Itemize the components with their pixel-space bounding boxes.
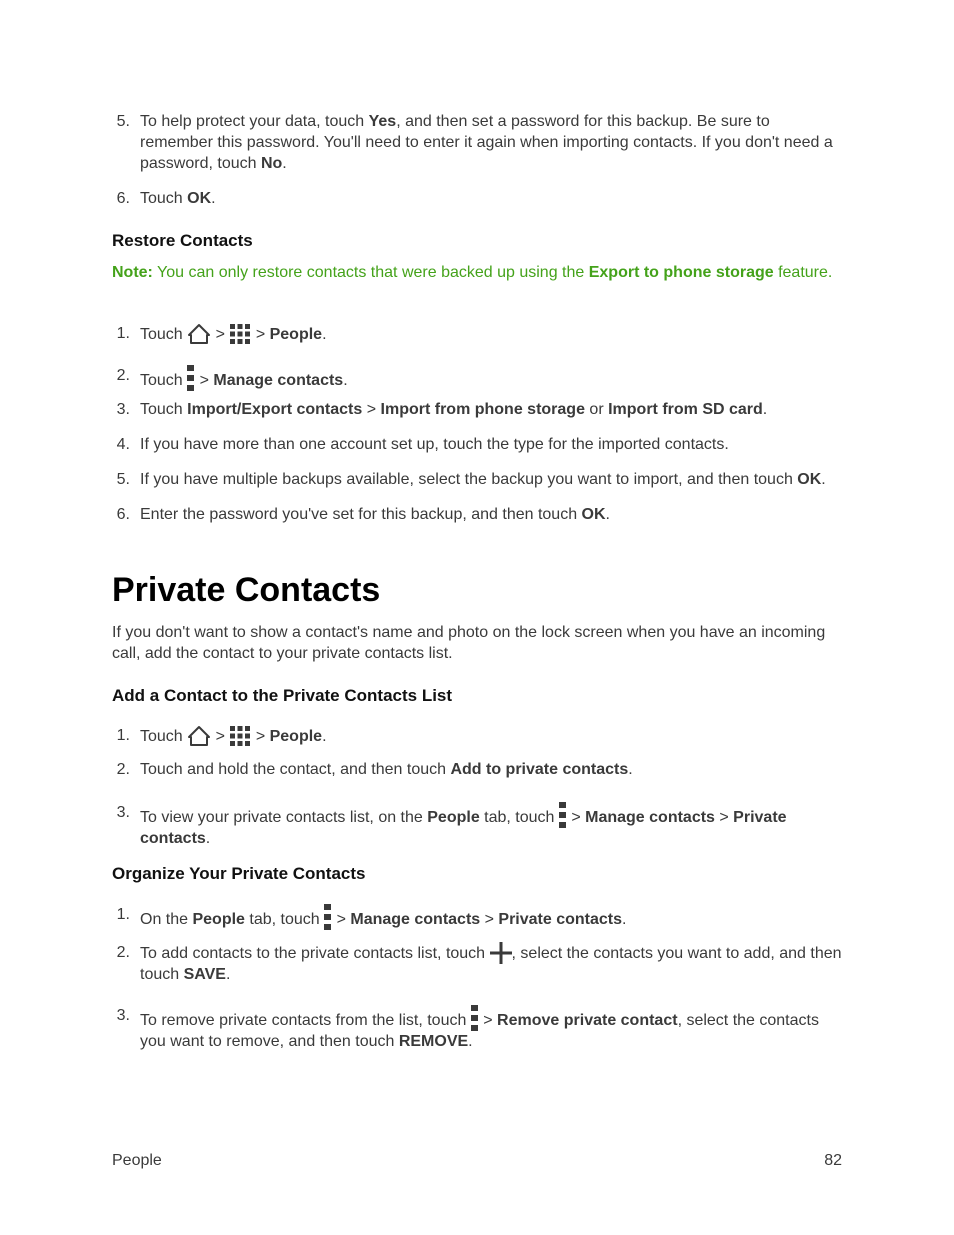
more-menu-icon	[559, 802, 567, 828]
home-icon	[187, 323, 211, 345]
more-menu-icon	[187, 365, 195, 391]
footer-section-name: People	[112, 1152, 162, 1169]
section-heading: Add a Contact to the Private Contacts List	[112, 686, 453, 705]
intro-paragraph: If you don't want to show a contact's name and photo on the lock screen when you have an incoming call, add the contact to your private contacts list.	[112, 624, 826, 662]
footer-page-number: 82	[824, 1152, 842, 1169]
all-apps-icon	[229, 323, 251, 345]
all-apps-icon	[229, 725, 251, 747]
more-menu-icon	[324, 904, 332, 930]
home-icon	[187, 725, 211, 747]
note: Note: You can only restore contacts that were backed up using the Export to phone storage feature.	[112, 264, 833, 281]
page-title: Private Contacts	[112, 571, 381, 609]
plus-icon	[490, 942, 512, 964]
section-heading: Organize Your Private Contacts	[112, 864, 366, 883]
more-menu-icon	[471, 1005, 479, 1031]
section-heading: Restore Contacts	[112, 231, 253, 250]
